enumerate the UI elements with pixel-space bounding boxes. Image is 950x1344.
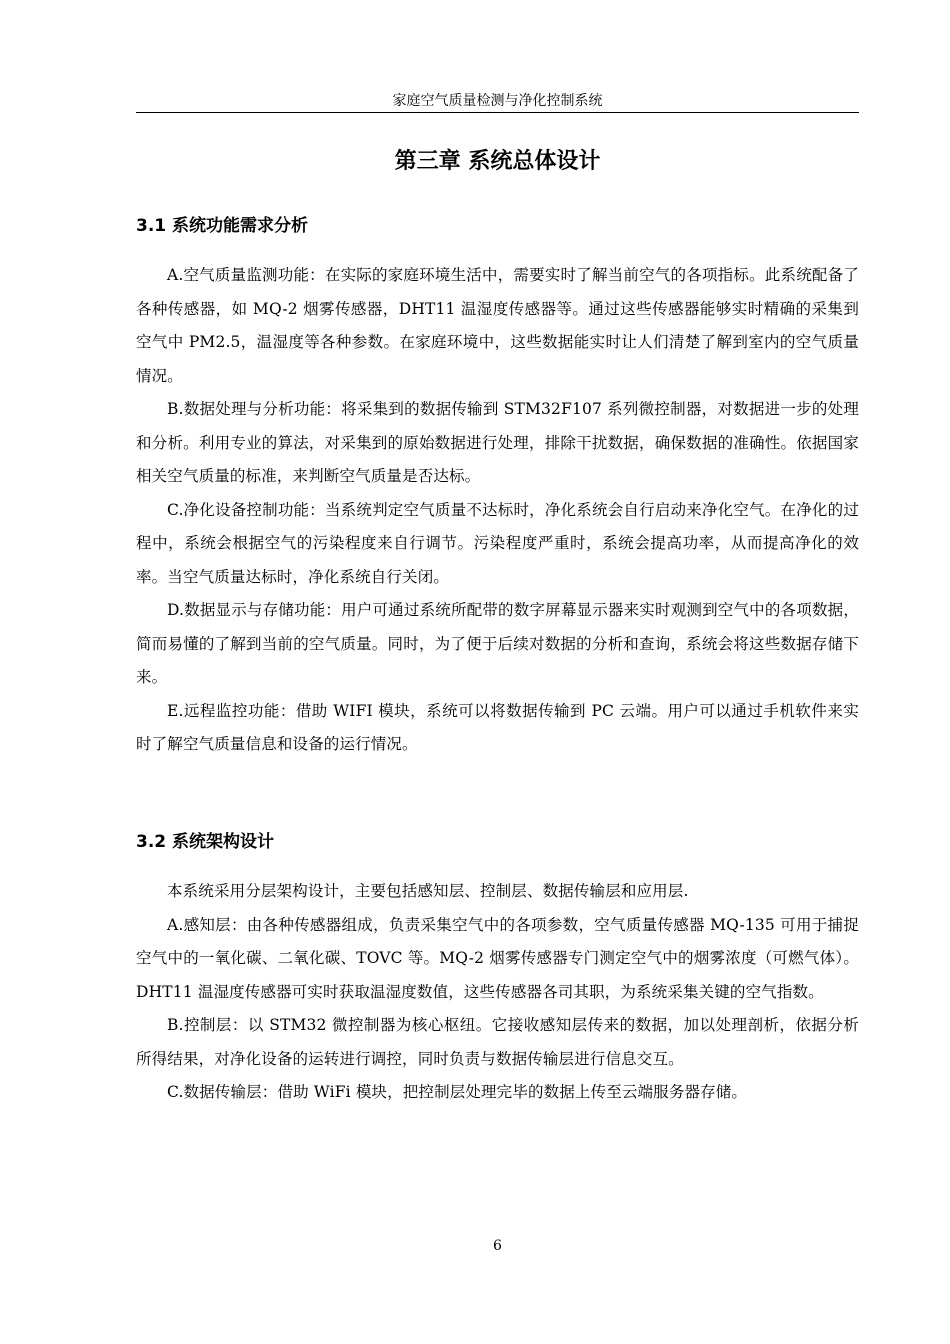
paragraph-display-storage: D.数据显示与存储功能：用户可通过系统所配带的数字屏幕显示器来实时观测到空气中的各项数据，简而易懂的了解到当前的空气质量。同时，为了便于后续对数据的分析和查询，系统会将这些数据存储下来。 — [136, 601, 859, 686]
paragraph-data-processing: B.数据处理与分析功能：将采集到的数据传输到 STM32F107 系列微控制器，对数据进一步的处理和分析。利用专业的算法，对采集到的原始数据进行处理，排除干扰数据，确保数据的准确性。依据国家相关空气质量的标准，来判断空气质量是否达标。 — [136, 400, 859, 485]
chapter-title: 第三章 系统总体设计 — [394, 149, 601, 174]
section-heading-3-1: 3.1 系统功能需求分析 — [136, 216, 309, 236]
paragraph-purifier-control: C.净化设备控制功能：当系统判定空气质量不达标时，净化系统会自行启动来净化空气。在净化的过程中，系统会根据空气的污染程度来自行调节。污染程度严重时，系统会提高功率，从而提高净化的效率。当空气质量达标时，净化系统自行关闭。 — [136, 500, 859, 586]
paragraph-architecture-intro: 本系统采用分层架构设计，主要包括感知层、控制层、数据传输层和应用层. — [167, 882, 689, 900]
paragraph-control-layer: B.控制层：以 STM32 微控制器为核心枢纽。它接收感知层传来的数据，加以处理剖析，依据分析所得结果，对净化设备的运转进行调控，同时负责与数据传输层进行信息交互。 — [136, 1016, 859, 1068]
paragraph-air-quality-monitoring: A.空气质量监测功能：在实际的家庭环境生活中，需要实时了解当前空气的各项指标。此系统配备了各种传感器，如 MQ-2 烟雾传感器，DHT11 温湿度传感器等。通过这些传感器能够实时精确的采集到空气中 PM2.5，温湿度等各种参数。在家庭环境中，这些数据能实时让人们清楚了解到室内的空气质量情况。 — [136, 266, 859, 385]
section-heading-3-2: 3.2 系统架构设计 — [136, 832, 275, 852]
paragraph-remote-monitoring: E.远程监控功能：借助 WIFI 模块，系统可以将数据传输到 PC 云端。用户可以通过手机软件来实时了解空气质量信息和设备的运行情况。 — [136, 701, 859, 753]
running-header: 家庭空气质量检测与净化控制系统 — [136, 90, 859, 113]
section-body-3-1 — [136, 259, 859, 762]
page-number: 6 — [493, 1238, 502, 1254]
section-body-3-2 — [136, 875, 859, 1110]
paragraph-transmission-layer: C.数据传输层：借助 WiFi 模块，把控制层处理完毕的数据上传至云端服务器存储。 — [167, 1083, 748, 1101]
paragraph-perception-layer: A.感知层：由各种传感器组成，负责采集空气中的各项参数，空气质量传感器 MQ-135 可用于捕捉空气中的一氧化碳、二氧化碳、TOVC 等。MQ-2 烟雾传感器专门测定空气中的烟雾浓度（可燃气体）。DHT11 温湿度传感器可实时获取温湿度数值，这些传感器各司其职，为系统采集关键的空气指数。 — [136, 915, 859, 1001]
